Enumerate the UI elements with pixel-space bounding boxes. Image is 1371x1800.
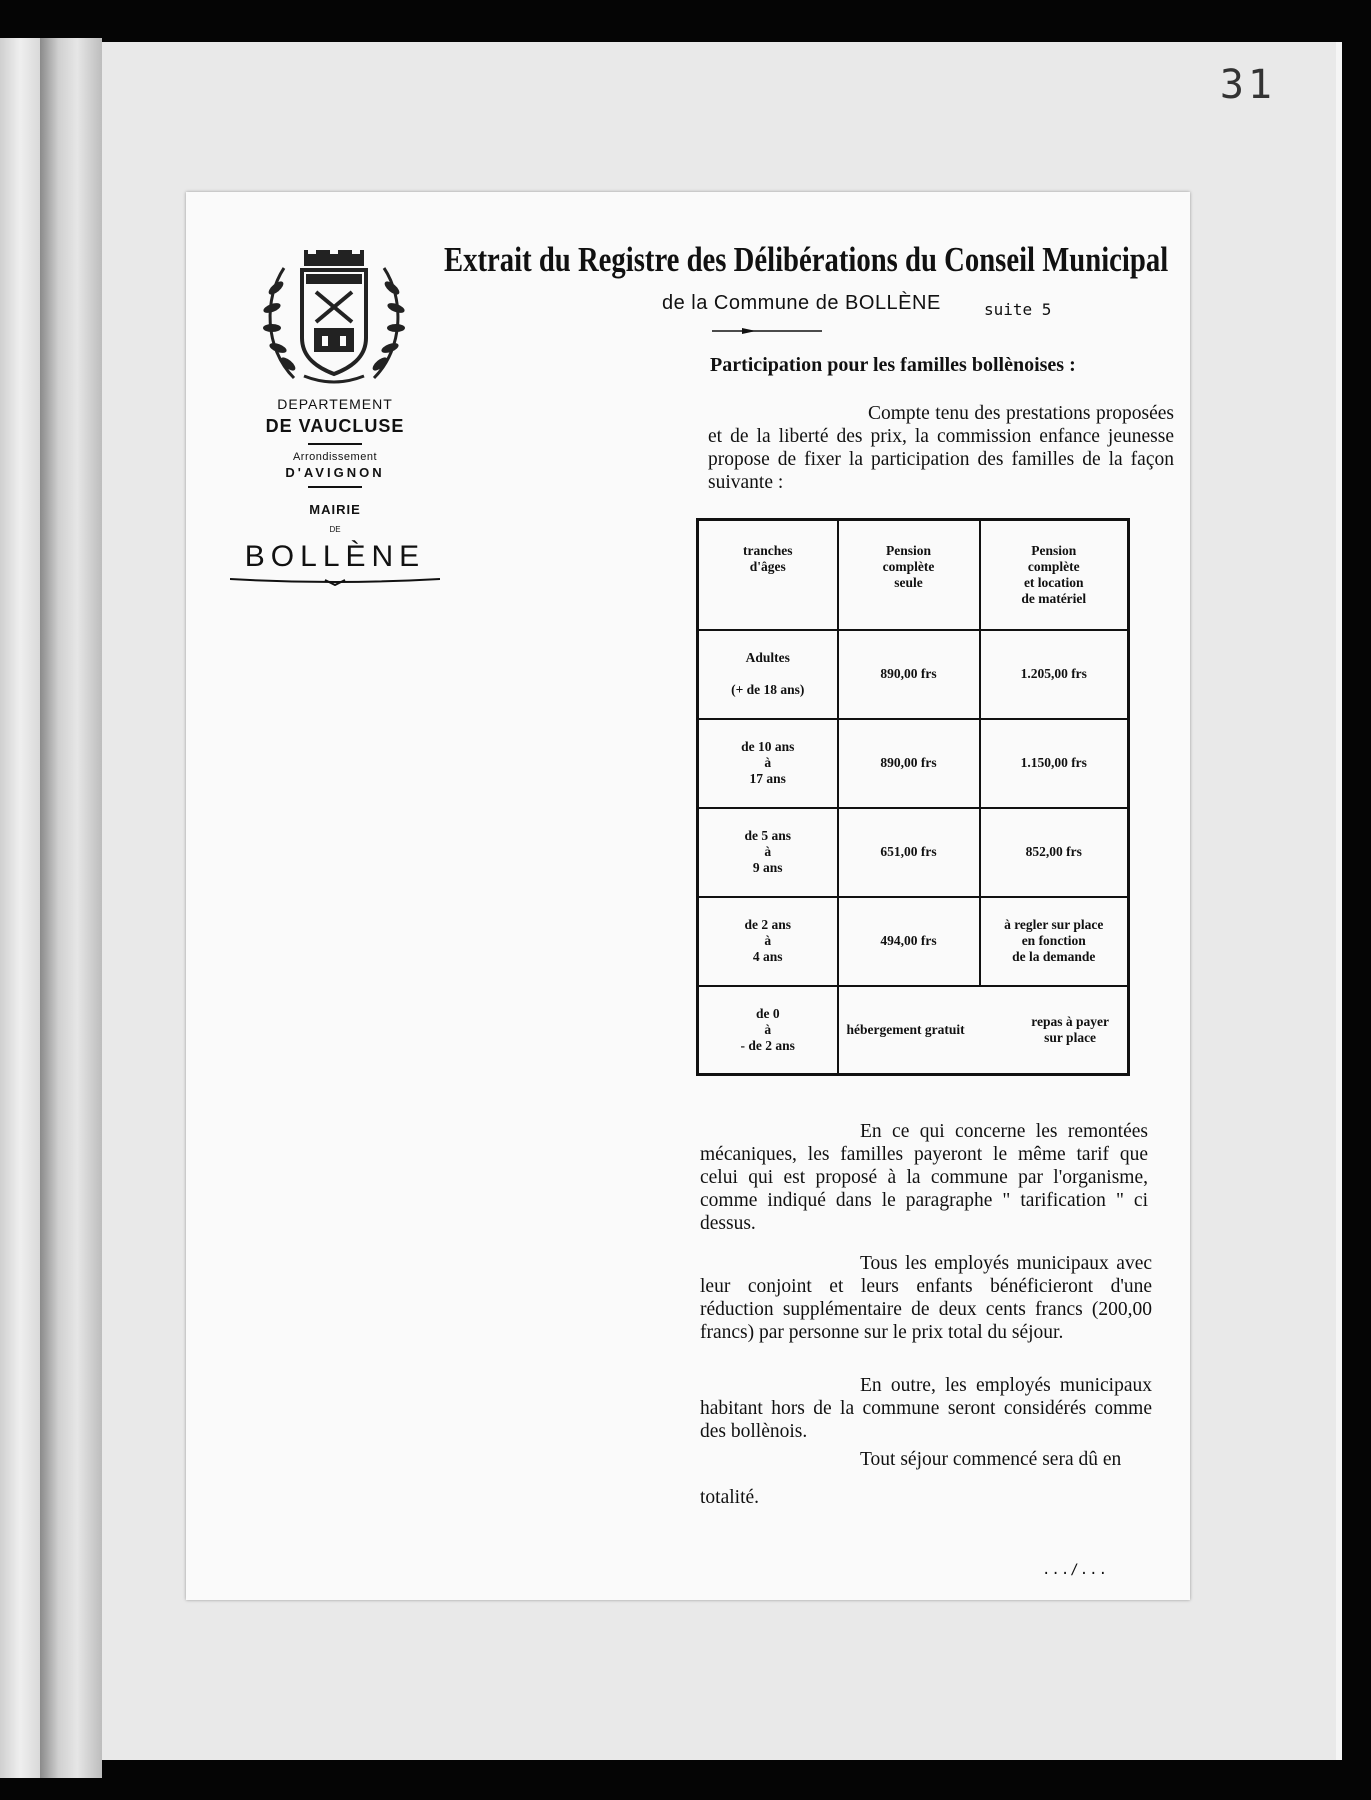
hors-commune-paragraph: En outre, les employés municipaux habitant hors de la commune seront considérés comme des bollènois. — [700, 1375, 1152, 1442]
pension-cell: 651,00 frs — [838, 808, 980, 897]
column-header-location: Pension complète et location de matériel — [980, 520, 1129, 630]
departement-name: DE VAUCLUSE — [265, 416, 405, 436]
hebergement-text: hébergement gratuit — [846, 1021, 965, 1037]
table-row — [698, 630, 1129, 719]
coat-of-arms-icon — [254, 248, 414, 388]
arrondissement-name: D'AVIGNON — [285, 465, 385, 480]
suite-label: suite 5 — [984, 300, 1052, 319]
continued-marker: .../... — [1042, 1562, 1109, 1578]
commune-name: BOLLÈNE — [244, 540, 426, 573]
ornament-swoosh — [230, 576, 440, 586]
location-cell: 852,00 frs — [980, 808, 1129, 897]
repas-text: repas à payer sur place — [1031, 1013, 1109, 1045]
location-cell: à regler sur place en fonction de la demande — [980, 897, 1129, 986]
left-page-edge — [0, 38, 40, 1778]
de-label: DE — [329, 525, 341, 534]
mairie-label: MAIRIE — [309, 502, 361, 517]
table-row — [698, 808, 1129, 897]
table-row — [698, 897, 1129, 986]
age-cell: de 0 à - de 2 ans — [698, 986, 838, 1075]
age-cell: de 2 ans à 4 ans — [698, 897, 838, 986]
title-rule — [712, 328, 822, 334]
tariff-table — [696, 518, 1130, 1076]
sejour-paragraph-end: totalité. — [700, 1487, 760, 1508]
location-cell: 1.205,00 frs — [980, 630, 1129, 719]
pension-cell: 494,00 frs — [838, 897, 980, 986]
intro-paragraph: Compte tenu des prestations proposées et de la liberté des prix, la commission enfance jeunesse propose de fixer la participation des familles de la façon suivante : — [708, 403, 1174, 493]
remontees-paragraph: En ce qui concerne les remontées mécaniques, les familles payeront le même tarif que celui qui est proposé à la commune par l'organisme, comme indiqué dans le paragraphe " tarification " ci dessus. — [700, 1121, 1148, 1234]
merged-cell — [838, 986, 1129, 1075]
pension-cell: 890,00 frs — [838, 630, 980, 719]
location-cell: 1.150,00 frs — [980, 719, 1129, 808]
age-cell: de 5 ans à 9 ans — [698, 808, 838, 897]
sejour-paragraph: Tout séjour commencé sera dû en — [860, 1449, 1122, 1470]
age-cell: Adultes (+ de 18 ans) — [698, 630, 838, 719]
table-header-row — [698, 520, 1129, 630]
page-number: 31 — [1219, 62, 1276, 108]
commune-line: de la Commune de BOLLÈNE — [662, 292, 941, 314]
arrondissement-label: Arrondissement — [292, 451, 378, 463]
age-cell: de 10 ans à 17 ans — [698, 719, 838, 808]
binder-spine — [40, 38, 102, 1778]
table-row — [698, 986, 1129, 1075]
table-row — [698, 719, 1129, 808]
employes-paragraph: Tous les employés municipaux avec leur conjoint et leurs enfants bénéficieront d'une réduction supplémentaire de deux cents francs (200,00 francs) par personne sur le prix total du séjour. — [700, 1253, 1152, 1343]
divider — [308, 486, 362, 488]
column-header-age: tranches d'âges — [698, 520, 838, 630]
departement-label: DEPARTEMENT — [277, 396, 393, 412]
administrative-block — [220, 392, 450, 586]
pension-cell: 890,00 frs — [838, 719, 980, 808]
section-heading: Participation pour les familles bollènoises : — [710, 354, 1076, 376]
document-title: Extrait du Registre des Délibérations du Conseil Municipal — [444, 240, 1169, 279]
divider — [308, 443, 362, 445]
column-header-pension: Pension complète seule — [838, 520, 980, 630]
document-sheet — [186, 192, 1190, 1600]
